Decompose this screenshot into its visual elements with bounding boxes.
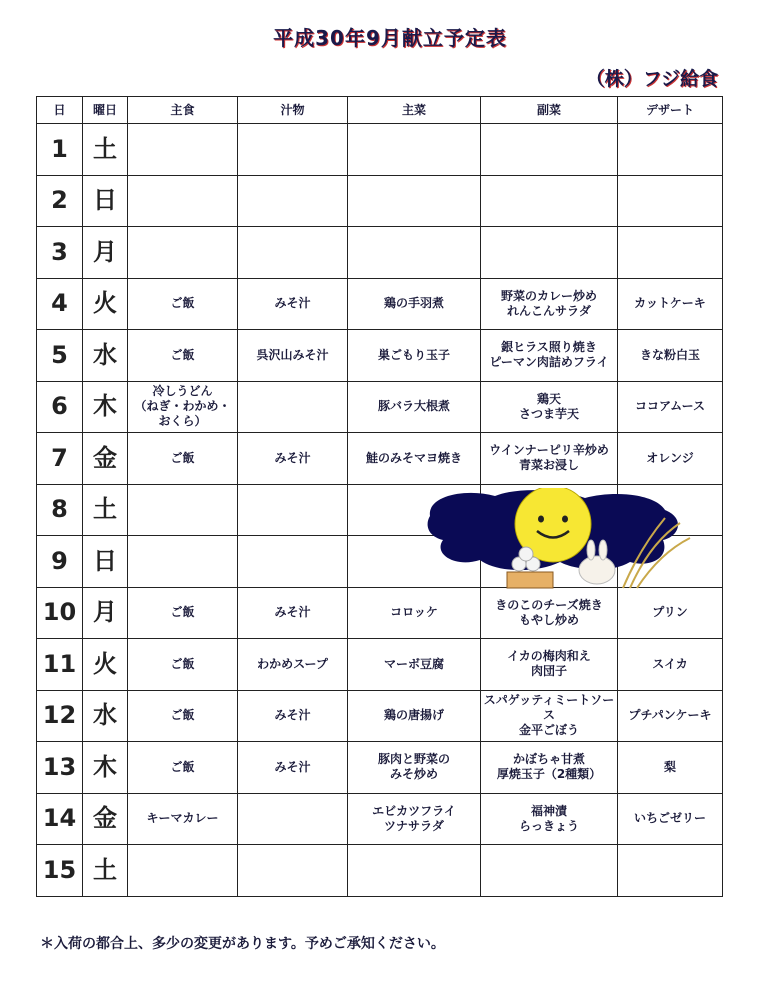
soup-cell [238,793,348,845]
dessert-cell [618,227,723,279]
side-dish-cell: イカの梅肉和え 肉団子 [481,639,618,691]
main-dish-cell [348,175,481,227]
header-dow: 曜日 [83,97,128,124]
main-dish-cell: 豚肉と野菜の みそ炒め [348,742,481,794]
day-cell: 11 [37,639,83,691]
soup-cell [238,124,348,176]
staple-cell [128,227,238,279]
page-title: 平成30年9月献立予定表 [273,26,507,50]
soup-cell [238,536,348,588]
menu-row [37,330,723,382]
dessert-cell: きな粉白玉 [618,330,723,382]
side-dish-cell: きのこのチーズ焼き もやし炒め [481,587,618,639]
side-dish-cell [481,845,618,897]
staple-cell [128,175,238,227]
weekday-cell: 水 [83,330,128,382]
menu-row [37,278,723,330]
soup-cell: 呉沢山みそ汁 [238,330,348,382]
soup-cell [238,484,348,536]
side-dish-cell: 野菜のカレー炒め れんこんサラダ [481,278,618,330]
menu-row [37,381,723,433]
main-dish-cell [348,845,481,897]
side-dish-cell: ウインナーピリ辛炒め 青菜お浸し [481,433,618,485]
menu-row [37,845,723,897]
weekday-cell: 火 [83,639,128,691]
staple-cell: ご飯 [128,278,238,330]
side-dish-cell: 銀ヒラス照り焼き ピーマン肉詰めフライ [481,330,618,382]
weekday-cell: 日 [83,175,128,227]
main-dish-cell: 鮭のみそマヨ焼き [348,433,481,485]
side-dish-cell [481,175,618,227]
dessert-cell: スイカ [618,639,723,691]
side-dish-cell: 福神漬 らっきょう [481,793,618,845]
soup-cell [238,845,348,897]
staple-cell: ご飯 [128,587,238,639]
dessert-cell [618,845,723,897]
main-dish-cell: コロッケ [348,587,481,639]
staple-cell: キーマカレー [128,793,238,845]
dessert-cell: プリン [618,587,723,639]
menu-row [37,587,723,639]
day-cell: 10 [37,587,83,639]
side-dish-cell: かぼちゃ甘煮 厚焼玉子（2種類） [481,742,618,794]
staple-cell: ご飯 [128,742,238,794]
side-dish-cell [481,227,618,279]
dessert-cell: カットケーキ [618,278,723,330]
weekday-cell: 月 [83,587,128,639]
day-cell: 14 [37,793,83,845]
header-row [37,97,723,124]
day-cell: 6 [37,381,83,433]
weekday-cell: 土 [83,845,128,897]
soup-cell: みそ汁 [238,690,348,742]
day-cell: 1 [37,124,83,176]
soup-cell: みそ汁 [238,433,348,485]
menu-row [37,124,723,176]
main-dish-cell: エビカツフライ ツナサラダ [348,793,481,845]
weekday-cell: 金 [83,793,128,845]
staple-cell: ご飯 [128,330,238,382]
menu-row [37,639,723,691]
weekday-cell: 木 [83,742,128,794]
staple-cell [128,845,238,897]
side-dish-cell: 鶏天 さつま芋天 [481,381,618,433]
staple-cell: ご飯 [128,433,238,485]
weekday-cell: 日 [83,536,128,588]
company-name: （株）フジ給食 [585,68,718,90]
staple-cell: ご飯 [128,639,238,691]
day-cell: 4 [37,278,83,330]
dessert-cell [618,175,723,227]
main-dish-cell: マーボ豆腐 [348,639,481,691]
main-dish-cell [348,124,481,176]
weekday-cell: 月 [83,227,128,279]
staple-cell: 冷しうどん （ねぎ・わかめ・ おくら） [128,381,238,433]
soup-cell: わかめスープ [238,639,348,691]
weekday-cell: 土 [83,484,128,536]
staple-cell [128,124,238,176]
soup-cell [238,175,348,227]
day-cell: 9 [37,536,83,588]
soup-cell: みそ汁 [238,587,348,639]
staple-cell [128,536,238,588]
menu-row [37,227,723,279]
day-cell: 2 [37,175,83,227]
day-cell: 15 [37,845,83,897]
dessert-cell: 梨 [618,742,723,794]
soup-cell [238,227,348,279]
footer-note: ＊入荷の都合上、多少の変更があります。予めご承知ください。 [40,936,445,952]
weekday-cell: 火 [83,278,128,330]
header-dessert: デザート [618,97,723,124]
main-dish-cell: 鶏の手羽煮 [348,278,481,330]
side-dish-cell: スパゲッティミートソース 金平ごぼう [481,690,618,742]
main-dish-cell: 巣ごもり玉子 [348,330,481,382]
soup-cell: みそ汁 [238,278,348,330]
menu-row [37,742,723,794]
dessert-cell: プチパンケーキ [618,690,723,742]
moon-viewing-illustration [425,488,710,590]
day-cell: 5 [37,330,83,382]
soup-cell: みそ汁 [238,742,348,794]
dessert-cell: ココアムース [618,381,723,433]
dango-stand [507,572,553,588]
main-dish-cell: 鶏の唐揚げ [348,690,481,742]
weekday-cell: 木 [83,381,128,433]
staple-cell: ご飯 [128,690,238,742]
rabbit [579,556,615,584]
staple-cell [128,484,238,536]
header-day: 日 [37,97,83,124]
header-side: 副菜 [481,97,618,124]
day-cell: 12 [37,690,83,742]
day-cell: 8 [37,484,83,536]
menu-row [37,175,723,227]
soup-cell [238,381,348,433]
header-main: 主菜 [348,97,481,124]
main-dish-cell: 豚バラ大根煮 [348,381,481,433]
header-staple: 主食 [128,97,238,124]
side-dish-cell [481,124,618,176]
dessert-cell [618,124,723,176]
main-dish-cell [348,227,481,279]
weekday-cell: 金 [83,433,128,485]
dessert-cell: いちごゼリー [618,793,723,845]
dessert-cell: オレンジ [618,433,723,485]
weekday-cell: 土 [83,124,128,176]
day-cell: 13 [37,742,83,794]
menu-row [37,793,723,845]
menu-row [37,433,723,485]
day-cell: 7 [37,433,83,485]
menu-row [37,690,723,742]
header-soup: 汁物 [238,97,348,124]
weekday-cell: 水 [83,690,128,742]
day-cell: 3 [37,227,83,279]
